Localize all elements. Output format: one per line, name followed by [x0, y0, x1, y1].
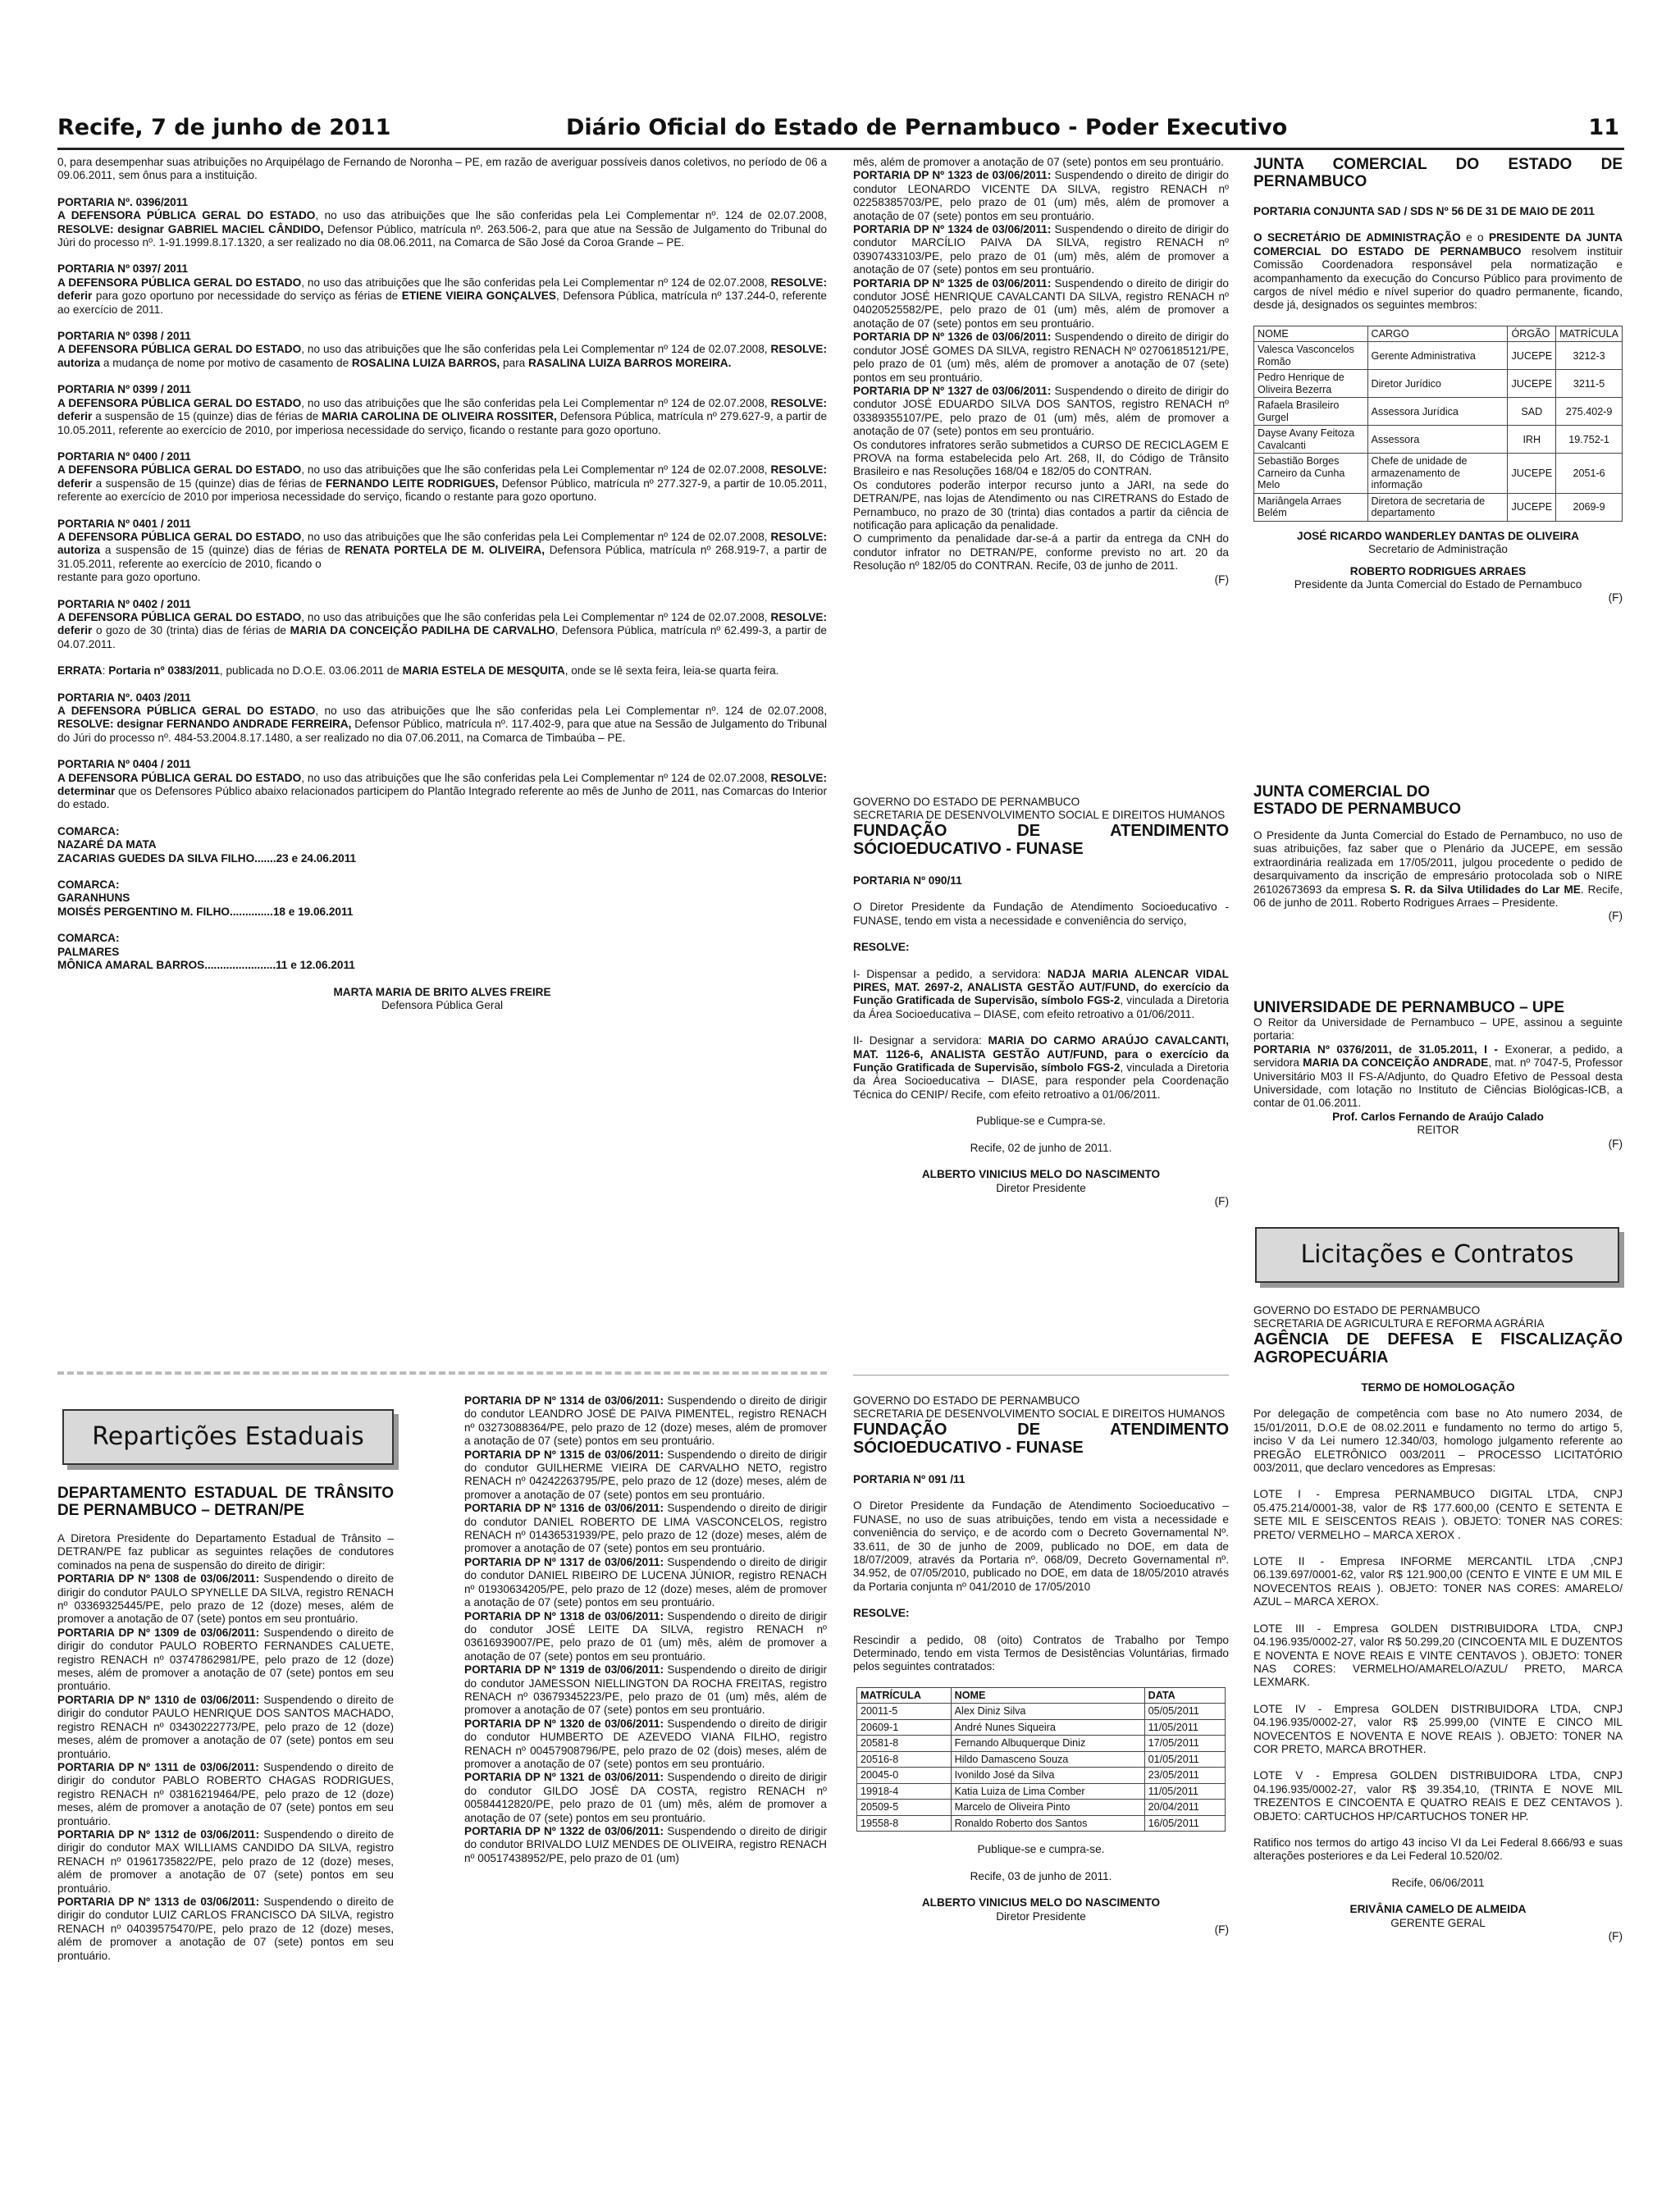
lote-item: LOTE III - Empresa GOLDEN DISTRIBUIDORA LTDA, CNPJ 04.196.935/0002-27, valor R$ 50.299,20 (CINCOENTA MIL E DUZENTOS E NOVENTA E NOVE REAIS E VINTE CENTAVOS ). OBJETO: TONER NAS CORES: VERMELHO/AMARELO/AZUL/ PRETO, MARCA LEXMARK.	[1253, 1622, 1623, 1689]
detran-item: PORTARIA DP Nº 1312 de 03/06/2011: Suspendendo o direito de dirigir do condutor MAX WILLIAMS CANDIDO DA SILVA, registro RENACH nº 01961735822/PE, pelo prazo de 12 (doze) meses, além de promover a anotação de 07 (sete) pontos em seu prontuário.	[57, 1827, 395, 1895]
detran-item: PORTARIA DP Nº 1322 de 03/06/2011: Suspendendo o direito de dirigir do condutor BRIVALDO LUIZ MENDES DE OLIVEIRA, registro RENACH nº 00517438952/PE, pelo prazo de 01 (um)	[464, 1825, 827, 1864]
page-header	[57, 115, 1624, 150]
junta-title: JUNTA COMERCIAL DO ESTADO DE PERNAMBUCO	[1253, 156, 1623, 190]
junta-comercial-1	[1253, 156, 1623, 605]
funase-title: FUNDAÇÃO DE ATENDIMENTO SÓCIOEDUCATIVO - FUNASE	[853, 822, 1229, 858]
portaria-0397: PORTARIA Nº 0397/ 2011 A DEFENSORA PÚBLICA GERAL DO ESTADO, no uso das atribuições que lhe são conferidas pela Lei Complementar nº 124 de 02.07.2008, RESOLVE: deferir para gozo oportuno por necessidade do serviço as férias de ETIENE VIEIRA GONÇALVES, Defensora Pública, matrícula nº 137.244-0, referente ao exercício de 2011.	[57, 262, 828, 316]
comarca-block: COMARCA: GARANHUNS MOISÉS PERGENTINO M. FILHO..............18 e 19.06.2011	[57, 878, 354, 918]
detran-column-middle	[464, 1394, 827, 1865]
portaria-0399: PORTARIA Nº 0399 / 2011 A DEFENSORA PÚBLICA GERAL DO ESTADO, no uso das atribuições que lhe são conferidas pela Lei Complementar nº 124 de 02.07.2008, RESOLVE: deferir a suspensão de 15 (quinze) dias de férias de MARIA CAROLINA DE OLIVEIRA ROSSITER, Defensora Pública, matrícula nº 279.627-9, a partir de 10.05.2011, referente ao exercício de 2010, por imperiosa necessidade do serviço, ficando o restante para gozo oportuno.	[57, 383, 828, 436]
funase-091	[853, 1394, 1229, 1937]
end-mark: (F)	[1608, 1137, 1623, 1150]
publique-line: Publique-se e Cumpra-se.	[976, 1115, 1106, 1128]
commission-table	[1253, 326, 1623, 522]
signature: MARTA MARIA DE BRITO ALVES FREIRE Defensora Pública Geral	[333, 985, 551, 1011]
comarca-block: COMARCA: PALMARES MÔNICA AMARAL BARROS.......................11 e 12.06.2011	[57, 932, 355, 972]
junta-text: O SECRETÁRIO DE ADMINISTRAÇÃO e o PRESIDENTE DA JUNTA COMERCIAL DO ESTADO DE PERNAMBUCO resolvem instituir Comissão Coordenadora responsável pela normatização e acompanhamento da execução do Concurso Público para provimento de cargos de nível médio e nível superior do quadro permanente, ficando, desde já, designados os seguintes membros:	[1253, 231, 1623, 312]
header-title: Diário Oficial do Estado de Pernambuco - Poder Executivo	[566, 115, 1288, 140]
col-header: DATA	[1144, 1687, 1225, 1704]
table-header-row	[857, 1687, 1226, 1704]
lote-item: LOTE I - Empresa PERNAMBUCO DIGITAL LTDA, CNPJ 05.475.214/0001-38, valor de R$ 177.600,00 (CENTO E SETENTA E SETE MIL E SEISCENTOS REAIS ). OBJETO: TONER NAS CORES: PRETO/ VERMELHO – MARCA XEROX .	[1253, 1488, 1623, 1541]
detran-item: PORTARIA DP Nº 1327 de 03/06/2011: Suspendendo o direito de dirigir do condutor JOSÉ EDUARDO SILVA DOS SANTOS, registro RENACH nº 03389355107/PE, pelo prazo de 01 (um) mês, além de promover a anotação de 07 (sete) pontos em seu prontuário.	[853, 384, 1229, 438]
table-row: Rafaela Brasileiro Gurgel Assessora Jurídica SAD 275.402-9	[1254, 398, 1623, 426]
end-mark: (F)	[1608, 591, 1623, 605]
table-row: 20011-5 Alex Diniz Silva 05/05/2011	[857, 1704, 1226, 1720]
licitacao-intro: Por delegação de competência com base no Ato numero 2034, de 15/01/2011, D.O.E de 08.02.2011 e fundamento no termo do artigo 5, inciso V da Lei numero 12.340/03, homologo julgamento referente ao PREGÃO ELETRÔNICO 003/2011 – PROCESSO LICITATÓRIO 003/2011, que declaro vencedores as Empresas:	[1253, 1408, 1623, 1475]
publique-line: Publique-se e cumpra-se.	[977, 1843, 1105, 1856]
junta-title: JUNTA COMERCIAL DO	[1253, 783, 1430, 801]
header-date: Recife, 7 de junho de 2011	[57, 115, 391, 140]
detran-item: PORTARIA DP Nº 1308 de 03/06/2011: Suspendendo o direito de dirigir do condutor PAULO SPYNELLE DA SILVA, registro RENACH nº 03369325445/PE, pelo prazo de 12 (doze) meses, além de promover a anotação de 07 (sete) pontos em seu prontuário.	[57, 1572, 395, 1626]
detran-item: PORTARIA DP Nº 1313 de 03/06/2011: Suspendendo o direito de dirigir do condutor LUIZ CARLOS FRANCISCO DA SILVA, registro RENACH nº 04039575470/PE, pelo prazo de 12 (doze) meses, além de promover a anotação de 07 (sete) pontos em seu prontuário.	[57, 1895, 395, 1962]
portaria-0401: PORTARIA Nº 0401 / 2011 A DEFENSORA PÚBLICA GERAL DO ESTADO, no uso das atribuições que lhe são conferidas pela Lei Complementar nº 124 de 02.07.2008, RESOLVE: autoriza a suspensão de 15 (quinze) dias de férias de RENATA PORTELA DE M. OLIVEIRA, Defensora Pública, matrícula nº 268.919-7, a partir de 31.05.2011, referente ao exercício de 2010, ficando o restante para gozo oportuno.	[57, 517, 828, 584]
detran-closing: O cumprimento da penalidade dar-se-á a partir da entrega da CNH do condutor infrator no DETRAN/PE, conforme previsto no art. 20 da Resolução nº 182/05 do CONTRAN. Recife, 03 de junho de 2011.	[853, 532, 1229, 573]
detran-item: PORTARIA DP Nº 1310 de 03/06/2011: Suspendendo o direito de dirigir do condutor PAULO HENRIQUE DOS SANTOS MACHADO, registro RENACH nº 03430222773/PE, pelo prazo de 12 (doze) meses, além de promover a anotação de 07 (sete) pontos em seu prontuário.	[57, 1693, 395, 1760]
signature: JOSÉ RICARDO WANDERLEY DANTAS DE OLIVEIRA Secretario de Administração	[1297, 529, 1579, 556]
funase-item-ii: II- Designar a servidora: MARIA DO CARMO ARAÚJO CAVALCANTI, MAT. 1126-6, ANALISTA GESTÃO AUT/FUND, para o exercício da Função Gratificada de Supervisão, símbolo FGS-2, vinculada a Diretoria da Área Socioeducativa – DIASE, para responder pela Coordenação Técnica do CENIP/ Recife, com efeito retroativo a 01/06/2011.	[853, 1034, 1229, 1101]
portaria-0398: PORTARIA Nº 0398 / 2011 A DEFENSORA PÚBLICA GERAL DO ESTADO, no uso das atribuições que lhe são conferidas pela Lei Complementar nº 124 de 02.07.2008, RESOLVE: autoriza a mudança de nome por motivo de casamento de ROSALINA LUIZA BARROS, para RASALINA LUIZA BARROS MOREIRA.	[57, 330, 828, 369]
table-row: Pedro Henrique de Oliveira Bezerra Diretor Jurídico JUCEPE 3211-5	[1254, 370, 1623, 398]
detran-item: PORTARIA DP Nº 1321 de 03/06/2011: Suspendendo o direito de dirigir do condutor GILDO JOSÉ DA COSTA, registro RENACH nº 00584412820/PE, pelo prazo de 01 (um) mês, além de promover a anotação de 07 (sete) pontos em seu prontuário.	[464, 1771, 827, 1824]
end-mark: (F)	[1608, 1930, 1623, 1942]
section-banner-licitacoes: Licitações e Contratos	[1255, 1227, 1619, 1283]
funase-text: Rescindir a pedido, 08 (oito) Contratos de Trabalho por Tempo Determinado, tendo em vista Termos de Desistências Voluntárias, firmado pelos seguintes contratados:	[853, 1633, 1229, 1673]
portaria-0396: PORTARIA Nº. 0396/2011 A DEFENSORA PÚBLICA GERAL DO ESTADO, no uso das atribuições que lhe são conferidas pela Lei Complementar nº. 124 de 02.07.2008, RESOLVE: designar GABRIEL MACIEL CÂNDIDO, Defensor Público, matrícula nº. 263.506-2, para que atue na Sessão de Julgamento do Tribunal do Júri do processo nº. 1-91.1999.8.17.1320, a ser realizado no dia 08.06.2011, na Comarca de São José da Coroa Grande – PE.	[57, 195, 828, 249]
section-divider	[853, 1375, 1229, 1376]
licitacoes-section	[1253, 1304, 1623, 1943]
col-header: MATRÍCULA	[1556, 326, 1623, 342]
portaria-title: PORTARIA Nº. 0403 /2011	[57, 691, 191, 704]
detran-item: PORTARIA DP Nº 1325 de 03/06/2011: Suspendendo o direito de dirigir do condutor JOSÉ HENRIQUE CAVALCANTI DA SILVA, registro RENACH nº 04020525582/PE, pelo prazo de 01 (um) mês, além de promover a anotação de 07 (sete) pontos em seu prontuário.	[853, 276, 1229, 330]
table-row: Mariângela Arraes Belém Diretora de secretaria de departamento JUCEPE 2069-9	[1254, 493, 1623, 521]
funase-intro: O Diretor Presidente da Fundação de Atendimento Socioeducativo – FUNASE, no uso de suas atribuições, tendo em vista a necessidade e conveniência do serviço, e de acordo com o Decreto Governamental Nº. 33.611, de 30 de junho de 2009, publicado no DOE, em data de 18/07/2009, através da Portaria nº. 068/09, Decreto Governamental nº. 34.952, de 07/05/2010, publicado no DOE, em data de 18/05/2010 através da Portaria conjunta nº 041/2010 de 17/05/2010	[853, 1499, 1229, 1593]
lote-item: LOTE II - Empresa INFORME MERCANTIL LTDA ,CNPJ 06.139.697/0001-62, valor R$ 121.900,00 (CENTO E VINTE E UM MIL E NOVECENTOS REAIS ). OBJETO: TONER NAS CORES: AMARELO/ AZUL – MARCA XEROX.	[1253, 1555, 1623, 1608]
funase-intro: O Diretor Presidente da Fundação de Atendimento Socioeducativo - FUNASE, tendo em vista a necessidade e conveniência do serviço,	[853, 901, 1229, 927]
detran-title: DEPARTAMENTO ESTADUAL DE TRÂNSITO DE PERNAMBUCO – DETRAN/PE	[57, 1485, 394, 1519]
detran-closing: Os condutores infratores serão submetidos a CURSO DE RECICLAGEM E PROVA na forma estabelecida pelo Art. 268, II, do Código de Trânsito Brasileiro e nas Resoluções 168/04 e 182/05 do CONTRAN.	[853, 438, 1229, 478]
end-mark: (F)	[1214, 1194, 1229, 1207]
gov-line: GOVERNO DO ESTADO DE PERNAMBUCO	[853, 1394, 1080, 1407]
portaria-title: PORTARIA Nº 090/11	[853, 874, 962, 887]
termo-title: TERMO DE HOMOLOGAÇÃO	[1361, 1381, 1515, 1394]
signature: ALBERTO VINICIUS MELO DO NASCIMENTO Diretor Presidente	[921, 1168, 1161, 1194]
date-line: Recife, 06/06/2011	[1391, 1876, 1485, 1889]
portaria-title: PORTARIA Nº 091 /11	[853, 1473, 966, 1485]
portaria-0404: PORTARIA Nº 0404 / 2011 A DEFENSORA PÚBLICA GERAL DO ESTADO, no uso das atribuições que lhe são conferidas pela Lei Complementar nº 124 de 02.07.2008, RESOLVE: determinar que os Defensores Público abaixo relacionados participem do Plantão Integrado referente ao mês de Junho de 2011, nas Comarcas do Interior do estado.	[57, 758, 828, 811]
date-line: Recife, 02 de junho de 2011.	[970, 1141, 1112, 1154]
portaria-0400: PORTARIA Nº 0400 / 2011 A DEFENSORA PÚBLICA GERAL DO ESTADO, no uso das atribuições que lhe são conferidas pela Lei Complementar nº 124 de 02.07.2008, RESOLVE: deferir a suspensão de 15 (quinze) dias de férias de FERNANDO LEITE RODRIGUES, Defensor Público, matrícula nº 277.327-9, a partir de 10.05.2011, referente ao exercício de 2010 por imperiosa necessidade do serviço, ficando o restante para gozo oportuno.	[57, 449, 828, 504]
upe-title: UNIVERSIDADE DE PERNAMBUCO – UPE	[1253, 999, 1564, 1016]
intro-paragraph: 0, para desempenhar suas atribuições no Arquipélago de Fernando de Noronha – PE, em razão de averiguar possíveis danos coletivos, no período de 06 a 09.06.2011, sem ônus para a instituição.	[57, 156, 827, 182]
signature: Prof. Carlos Fernando de Araújo Calado REITOR	[1332, 1110, 1544, 1137]
detran-item: PORTARIA DP Nº 1318 de 03/06/2011: Suspendendo o direito de dirigir do condutor JOSÉ LEITE DA SILVA, registro RENACH nº 03616939007/PE, pelo prazo de 01 (um) mês, além de promover a anotação de 07 (sete) pontos em seu prontuário.	[464, 1609, 827, 1663]
funase-item-i: I- Dispensar a pedido, a servidora: NADJA MARIA ALENCAR VIDAL PIRES, MAT. 2697-2, ANALISTA GESTÃO AUT/FUND, do exercício da Função Gratificada de Supervisão, símbolo FGS-2, vinculada a Diretoria da Área Socioeducativa – DIASE, com efeito retroativo a 01/06/2011.	[853, 967, 1229, 1020]
signature: ALBERTO VINICIUS MELO DO NASCIMENTO Diretor Presidente	[921, 1896, 1161, 1923]
detran-column-left	[57, 1485, 394, 1963]
detran-intro: A Diretora Presidente do Departamento Estadual de Trânsito – DETRAN/PE faz publicar as seguintes relações de condutores cominados na pena de suspensão do direito de dirigir:	[57, 1532, 394, 1572]
defensoria-column	[57, 156, 827, 1012]
portaria-0402: PORTARIA Nº 0402 / 2011 A DEFENSORA PÚBLICA GERAL DO ESTADO, no uso das atribuições que lhe são conferidas pela Lei Complementar nº 124 de 02.07.2008, RESOLVE: deferir o gozo de 30 (trinta) dias de férias de MARIA DA CONCEIÇÃO PADILHA DE CARVALHO, Defensora Pública, matrícula nº 62.499-3, a partir de 04.07.2011.	[57, 597, 828, 650]
resolve-label: RESOLVE:	[853, 1607, 910, 1620]
table-row: Valesca Vasconcelos Romão Gerente Administrativa JUCEPE 3212-3	[1254, 342, 1623, 370]
detran-item: PORTARIA DP Nº 1320 de 03/06/2011: Suspendendo o direito de dirigir do condutor HUMBERTO DE AZEVEDO VIANA FILHO, registro RENACH nº 00457908796/PE, pelo prazo de 02 (dois) meses, além de promover a anotação de 07 (sete) pontos em seu prontuário.	[464, 1717, 827, 1770]
signature: ERIVÂNIA CAMELO DE ALMEIDA GERENTE GERAL	[1349, 1903, 1527, 1929]
funase-title: FUNDAÇÃO DE ATENDIMENTO SÓCIOEDUCATIVO - FUNASE	[853, 1421, 1229, 1457]
detran-column-right	[853, 156, 1229, 586]
detran-item: PORTARIA DP Nº 1311 de 03/06/2011: Suspendendo o direito de dirigir do condutor PABLO ROBERTO CHAGAS RODRIGUES, registro RENACH nº 03816219464/PE, pelo prazo de 12 (doze) meses, além de promover a anotação de 07 (sete) pontos em seu prontuário.	[57, 1760, 394, 1827]
portaria-title: PORTARIA Nº 0399 / 2011	[57, 383, 191, 396]
lote-item: LOTE V - Empresa GOLDEN DISTRIBUIDORA LTDA, CNPJ 04.196.935/0002-27, valor R$ 39.354,10, (TRINTA E NOVE MIL TREZENTOS E CINCOENTA E QUATRO REAIS E DEZ CENTAVOS ). OBJETO: CARTUCHOS HP/CARTUCHOS TONER HP.	[1253, 1769, 1623, 1823]
upe-text: O Reitor da Universidade de Pernambuco – UPE, assinou a seguinte portaria:	[1253, 1016, 1623, 1043]
end-mark: (F)	[1214, 573, 1229, 586]
detran-item: PORTARIA DP Nº 1319 de 03/06/2011: Suspendendo o direito de dirigir do condutor JAMESSON NIELLINGTON DA ROCHA FREITAS, registro RENACH nº 03679345223/PE, pelo prazo de 01 (um) mês, além de promover a anotação de 07 (sete) pontos em seu prontuário.	[464, 1663, 827, 1717]
table-row: 20509-5 Marcelo de Oliveira Pinto 20/04/2011	[857, 1800, 1226, 1816]
table-row: 19918-4 Katia Luiza de Lima Comber 11/05/2011	[857, 1783, 1226, 1800]
portaria-title: PORTARIA Nº 0398 / 2011	[57, 330, 191, 343]
section-banner-reparticoes: Repartições Estaduais	[62, 1409, 394, 1465]
junta-comercial-2	[1253, 783, 1623, 924]
col-header: ÓRGÃO	[1508, 326, 1556, 342]
table-header-row	[1254, 326, 1623, 342]
portaria-title: PORTARIA Nº 0400 / 2011	[57, 449, 191, 463]
section-divider	[57, 1371, 827, 1375]
portaria-title: PORTARIA Nº 0401 / 2011	[57, 517, 191, 530]
col-header: NOME	[1254, 326, 1368, 342]
detran-closing: Os condutores poderão interpor recurso junto a JARI, na sede do DETRAN/PE, nas lojas de Atendimento ou nas CIRETRANS do Estado de Pernambuco, no prazo de 30 (trinta) dias contados a partir da ciência de notificação para aplicação da penalidade.	[853, 478, 1229, 532]
resolve-label: RESOLVE:	[853, 941, 910, 954]
gov-line: GOVERNO DO ESTADO DE PERNAMBUCO	[853, 796, 1080, 808]
portaria-title: PORTARIA Nº 0404 / 2011	[57, 758, 191, 771]
portaria-0403: PORTARIA Nº. 0403 /2011 A DEFENSORA PÚBLICA GERAL DO ESTADO, no uso das atribuições que lhe são conferidas pela Lei Complementar nº. 124 de 02.07.2008, RESOLVE: designar FERNANDO ANDRADE FERREIRA, Defensor Público, matrícula nº. 117.402-9, para que atue na Sessão de Julgamento do Tribunal do Júri do processo nº. 484-53.2004.8.17.1480, a ser realizado no dia 07.06.2011, na Comarca de Timbaúba – PE.	[57, 691, 828, 744]
detran-item: PORTARIA DP Nº 1309 de 03/06/2011: Suspendendo o direito de dirigir do condutor PAULO ROBERTO FERNANDES CALUETE, registro RENACH nº 03747862981/PE, pelo prazo de 12 (doze) meses, além de promover a anotação de 07 (sete) pontos em seu prontuário.	[57, 1626, 395, 1693]
secretaria-line: SECRETARIA DE AGRICULTURA E REFORMA AGRÁRIA	[1253, 1317, 1545, 1330]
secretaria-line: SECRETARIA DE DESENVOLVIMENTO SOCIAL E DIREITOS HUMANOS	[853, 809, 1226, 821]
errata: ERRATA: Portaria nº 0383/2011, publicada no D.O.E. 03.06.2011 de MARIA ESTELA DE MESQUITA, onde se lê sexta feira, leia-se quarta feira.	[57, 664, 779, 678]
junta-text: O Presidente da Junta Comercial do Estado de Pernambuco, no uso de suas atribuições, faz saber que o Plenário da JUCEPE, em sessão extraordinária realizada em 17/05/2011, julgou procedente o pedido de desarquivamento da inscrição de empresário protocolada sob o NIRE 26102673693 da empresa S. R. da Silva Utilidades do Lar ME. Recife, 06 de junho de 2011. Roberto Rodrigues Arraes – Presidente.	[1253, 829, 1623, 910]
table-row: 20609-1 André Nunes Siqueira 11/05/2011	[857, 1719, 1226, 1736]
end-mark: (F)	[1608, 910, 1623, 923]
detran-item: PORTARIA DP Nº 1326 de 03/06/2011: Suspendendo o direito de dirigir do condutor JOSÉ GOMES DA SILVA, registro RENACH Nº 02706185121/PE, pelo prazo de 01 (um) mês, além de promover a anotação de 07 (sete) pontos em seu prontuário.	[853, 331, 1229, 384]
junta-title: ESTADO DE PERNAMBUCO	[1253, 801, 1461, 818]
detran-continuation: mês, além de promover a anotação de 07 (sete) pontos em seu prontuário.	[853, 156, 1224, 168]
lote-item: LOTE IV - Empresa GOLDEN DISTRIBUIDORA LTDA, CNPJ 04.196.935/0002-27, valor R$ 25.999,00 (VINTE E CINCO MIL NOVECENTOS E NOVENTA E NOVE REAIS ). OBJETO: TONER NA COR PRETO, MARCA BROTHER.	[1253, 1702, 1623, 1755]
detran-item: PORTARIA DP Nº 1323 de 03/06/2011: Suspendendo o direito de dirigir do condutor LEONARDO VICENTE DA SILVA, registro RENACH nº 02258385703/PE, pelo prazo de 01 (um) mês, além de promover a anotação de 07 (sete) pontos em seu prontuário.	[853, 169, 1229, 222]
ratifico-text: Ratifico nos termos do artigo 43 inciso VI da Lei Federal 8.666/93 e suas alterações posteriores e da Lei Federal 10.520/02.	[1253, 1836, 1623, 1863]
col-header: MATRÍCULA	[857, 1687, 952, 1704]
table-row: 20045-0 Ivonildo José da Silva 23/05/2011	[857, 1768, 1226, 1784]
upe-portaria: PORTARIA Nº 0376/2011, de 31.05.2011, I - Exonerar, a pedido, a servidora MARIA DA CONCEIÇÃO ANDRADE, mat. nº 7047-5, Professor Universitário M03 II FS-A/Adjunto, do Quadro Efetivo de Pessoal desta Universidade, com lotação no Instituto de Ciências Biológicas-ICB, a contar de 01.06.2011.	[1253, 1043, 1623, 1110]
date-line: Recife, 03 de junho de 2011.	[970, 1869, 1112, 1882]
detran-item: PORTARIA DP Nº 1314 de 03/06/2011: Suspendendo o direito de dirigir do condutor LEANDRO JOSÉ DE PAIVA PIMENTEL, registro RENACH nº 03273088364/PE, pelo prazo de 12 (doze) meses, além de promover a anotação de 07 (sete) pontos em seu prontuário.	[464, 1394, 827, 1448]
signature: ROBERTO RODRIGUES ARRAES Presidente da Junta Comercial do Estado de Pernambuco	[1294, 564, 1582, 591]
detran-item: PORTARIA DP Nº 1315 de 03/06/2011: Suspendendo o direito de dirigir do condutor GUILHERME VIEIRA DE CARVALHO NETO, registro RENACH nº 04242263795/PE, pelo prazo de 12 (doze) meses, além de promover a anotação de 07 (sete) pontos em seu prontuário.	[464, 1448, 827, 1501]
agency-title: AGÊNCIA DE DEFESA E FISCALIZAÇÃO AGROPECUÁRIA	[1253, 1330, 1623, 1366]
table-row: 20581-8 Fernando Albuquerque Diniz 17/05/2011	[857, 1736, 1226, 1752]
col-header: NOME	[951, 1687, 1144, 1704]
header-page-number: 11	[1588, 115, 1619, 140]
secretaria-line: SECRETARIA DE DESENVOLVIMENTO SOCIAL E DIREITOS HUMANOS	[853, 1408, 1226, 1420]
portaria-title: PORTARIA Nº. 0396/2011	[57, 195, 189, 208]
comarca-block: COMARCA: NAZARÉ DA MATA ZACARIAS GUEDES DA SILVA FILHO.......23 e 24.06.2011	[57, 824, 357, 865]
detran-item: PORTARIA DP Nº 1316 de 03/06/2011: Suspendendo o direito de dirigir do condutor DANIEL ROBERTO DE LIMA VASCONCELOS, registro RENACH nº 01436531939/PE, pelo prazo de 12 (doze) meses, além de promover a anotação de 07 (sete) pontos em seu prontuário.	[464, 1502, 827, 1555]
upe-section	[1253, 999, 1623, 1151]
table-row: Sebastião Borges Carneiro da Cunha Melo Chefe de unidade de armazenamento de informação JUCEPE 2051-6	[1254, 454, 1623, 494]
table-row: 20516-8 Hildo Damasceno Souza 01/05/2011	[857, 1751, 1226, 1768]
portaria-title: PORTARIA Nº 0397/ 2011	[57, 262, 189, 276]
detran-item: PORTARIA DP Nº 1324 de 03/06/2011: Suspendendo o direito de dirigir do condutor MARCÍLIO PAIVA DA SILVA, registro RENACH nº 03907433103/PE, pelo prazo de 01 (um) mês, além de promover a anotação de 07 (sete) pontos em seu prontuário.	[853, 223, 1229, 276]
contracts-table	[856, 1687, 1226, 1832]
portaria-title: PORTARIA Nº 0402 / 2011	[57, 597, 191, 610]
gov-line: GOVERNO DO ESTADO DE PERNAMBUCO	[1253, 1304, 1481, 1316]
end-mark: (F)	[1214, 1923, 1229, 1936]
table-row: 19558-8 Ronaldo Roberto dos Santos 16/05/2011	[857, 1815, 1226, 1832]
portaria-title: PORTARIA CONJUNTA SAD / SDS Nº 56 DE 31 DE MAIO DE 2011	[1253, 205, 1595, 217]
funase-090	[853, 796, 1229, 1208]
detran-item: PORTARIA DP Nº 1317 de 03/06/2011: Suspendendo o direito de dirigir do condutor DANIEL RIBEIRO DE LUCENA JÚNIOR, registro RENACH nº 01930634205/PE, pelo prazo de 12 (doze) meses, além de promover a anotação de 07 (sete) pontos em seu prontuário.	[464, 1555, 827, 1609]
table-row: Dayse Avany Feitoza Cavalcanti Assessora IRH 19.752-1	[1254, 426, 1623, 454]
col-header: CARGO	[1367, 326, 1508, 342]
